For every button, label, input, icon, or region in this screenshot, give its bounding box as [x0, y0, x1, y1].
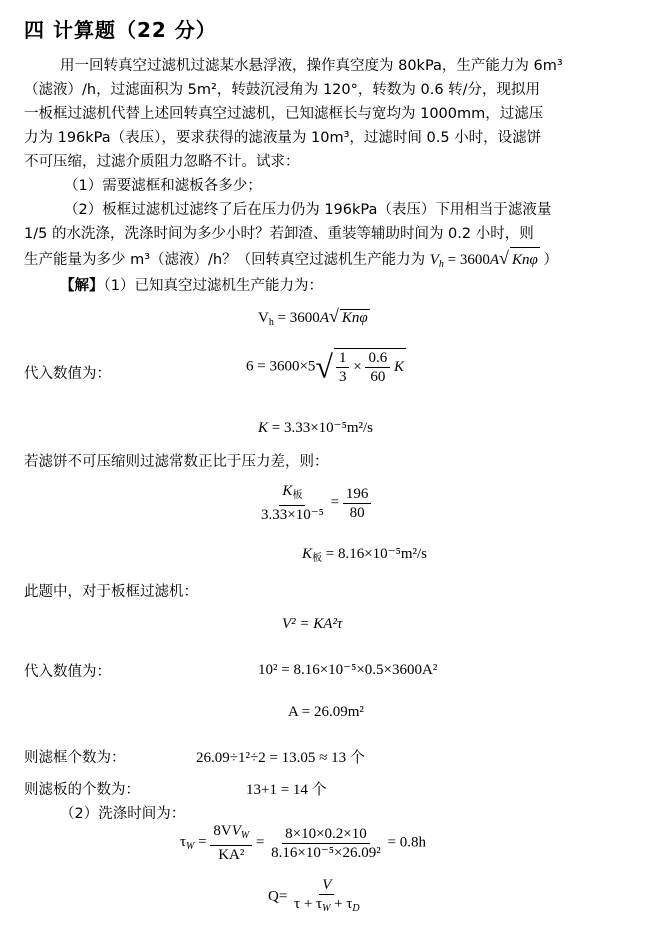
question-1: （1）需要滤框和滤板各多少； — [64, 178, 262, 194]
problem-line-1: 用一回转真空过滤机过滤某水悬浮液，操作真空度为 80kPa，生产能力为 6m³ — [60, 58, 563, 74]
frames-equation: 26.09÷1²÷2 = 13.05 ≈ 13 个 — [196, 750, 365, 766]
equation-k-plate: $K_板 = 8.16\times 10^{-5}m^2/s$ — [302, 546, 428, 564]
equation-k: K = 3.33×10⁻⁵m²/s — [258, 420, 374, 436]
plates-label: 则滤板的个数为： — [24, 782, 140, 798]
substitute-label-2: 代入数值为： — [24, 664, 111, 680]
rotary-capacity-formula: $V_h = 3600A√$ Knφ — [429, 248, 538, 270]
plates-equation: 13+1 = 14 个 — [246, 782, 327, 798]
equation-substitution: 6 = 3600×5√ $\frac{1}{3}$ × $\frac{0.6}{60}$ K — [246, 348, 404, 385]
question-2-line-3-close: ） — [543, 252, 558, 268]
problem-line-2: （滤液）/h，过滤面积为 5m²，转鼓沉浸角为 120°，转数为 0.6 转/分，现拟用 — [24, 82, 541, 98]
equation-production-capacity: Q= $\frac{V}{\tau + \tau_W + \tau_D}$ — [268, 877, 360, 914]
problem-line-3: 一板框过滤机代替上述回转真空过滤机，已知滤框长与宽均为 1000mm，过滤压 — [24, 106, 544, 122]
wash-label: （2）洗涤时间为： — [60, 806, 186, 822]
equation-capacity: $V_h = 3600A√$ Knφ — [258, 306, 368, 328]
solution-header-text: （1）已知真空过滤机生产能力为： — [103, 278, 323, 294]
incompressible-note: 若滤饼不可压缩则过滤常数正比于压力差，则： — [24, 454, 329, 470]
question-2-line-1: （2）板框过滤机过滤终了后在压力仍为 196kPa（表压）下用相当于滤液量 — [64, 202, 552, 218]
equation-wash-time: $\tau_W$ = $\frac{8VV_W}{\text{KA²}}$ = $\frac{8\times 10\times 0.2\times 10}{\text{8.16×10⁻⁵×26.09²}}$ = 0.8h — [180, 823, 426, 863]
question-2-line-2: 1/5 的水洗涤，洗涤时间为多少小时？若卸渣、重装等辅助时间为 0.2 小时，则 — [24, 226, 534, 242]
question-2-line-3-text: 生产能量为多少 m³（滤液）/h？（回转真空过滤机生产能力为 — [24, 252, 426, 268]
equation-area: A = 26.09m² — [288, 704, 364, 720]
equation-ratio: $\frac{K_板}{\text{3.33×10⁻⁵}}$ = $\frac{196}{80}$ — [258, 482, 371, 524]
page-title: 四 计算题（22 分） — [24, 18, 217, 42]
problem-line-5: 不可压缩，过滤介质阻力忽略不计。试求： — [24, 154, 300, 170]
equation-filtration: V² = KA²τ — [282, 616, 343, 632]
question-2-line-3 — [24, 246, 558, 277]
solution-bracket: 【解】 — [60, 278, 104, 294]
frames-label: 则滤框个数为： — [24, 750, 126, 766]
plate-frame-note: 此题中，对于板框过滤机： — [24, 584, 198, 600]
solution-header — [60, 274, 323, 298]
problem-line-4: 力为 196kPa（表压），要求获得的滤液量为 10m³，过滤时间 0.5 小时，设滤饼 — [24, 130, 542, 146]
equation-area-substitution: 10² = 8.16×10⁻⁵×0.5×3600A² — [258, 662, 438, 678]
substitute-label-1: 代入数值为： — [24, 366, 111, 382]
